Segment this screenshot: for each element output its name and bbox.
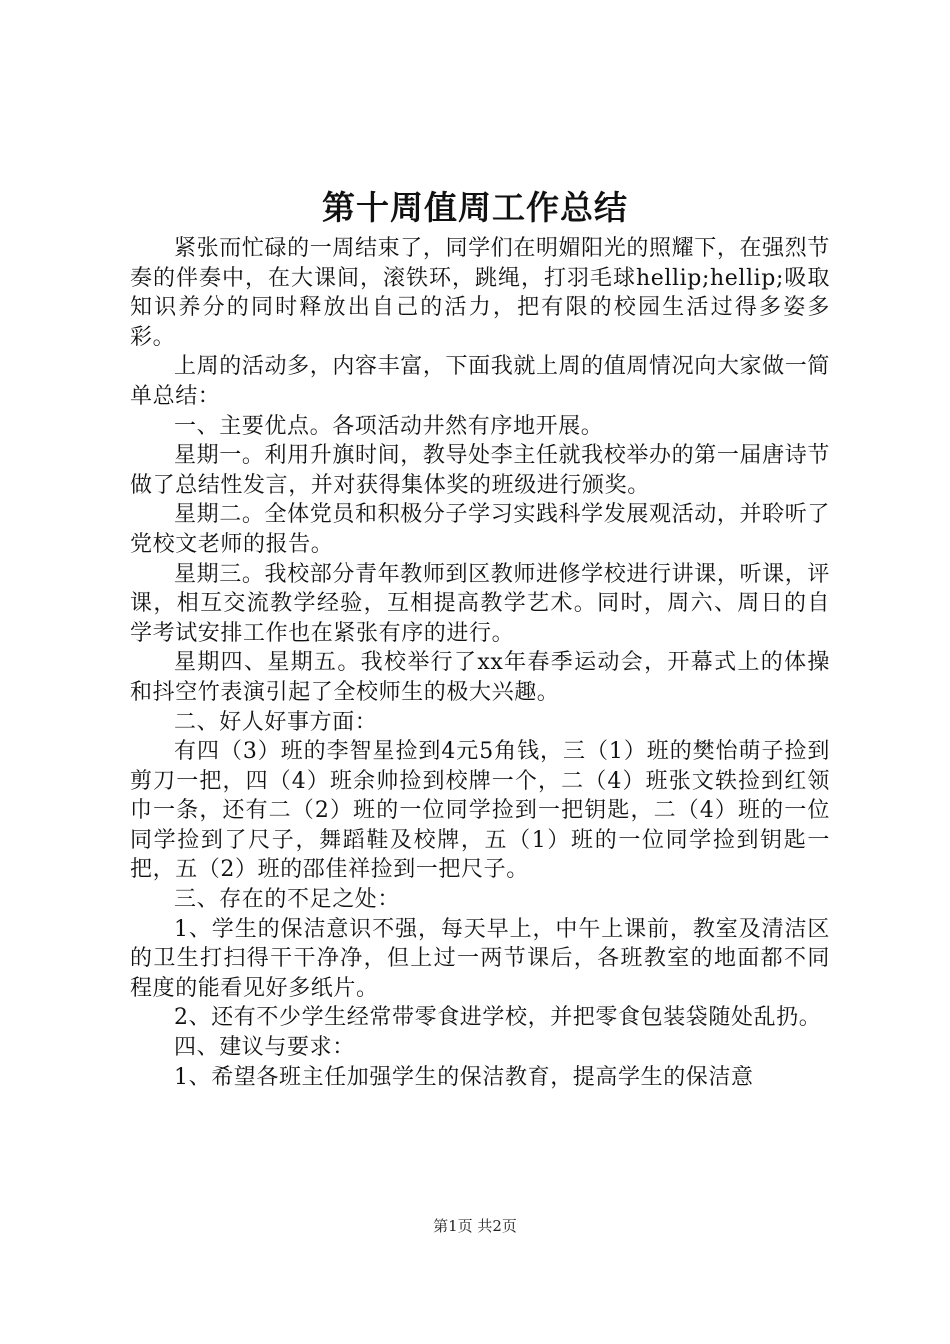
document-body	[130, 234, 830, 1092]
section-heading: 一、主要优点。各项活动井然有序地开展。	[174, 413, 604, 439]
paragraph: 紧张而忙碌的一周结束了，同学们在明媚阳光的照耀下，在强烈节奏的伴奏中，在大课间，滚铁环，跳绳，打羽毛球hellip;hellip;吸取知识养分的同时释放出自己的活力，把有限的校园生活过得多姿多彩。	[130, 236, 830, 350]
paragraph: 星期二。全体党员和积极分子学习实践科学发展观活动，并聆听了党校文老师的报告。	[130, 502, 830, 557]
paragraph: 2、还有不少学生经常带零食进学校，并把零食包装袋随处乱扔。	[174, 1005, 822, 1031]
page-footer: 第1页 共2页	[433, 1217, 517, 1235]
paragraph: 星期一。利用升旗时间，教导处李主任就我校举办的第一届唐诗节做了总结性发言，并对获得集体奖的班级进行颁奖。	[130, 443, 830, 498]
document-title: 第十周值周工作总结	[322, 188, 628, 227]
paragraph: 1、希望各班主任加强学生的保洁教育，提高学生的保洁意	[174, 1064, 754, 1090]
section-heading: 三、存在的不足之处：	[174, 887, 401, 913]
paragraph: 上周的活动多，内容丰富，下面我就上周的值周情况向大家做一简单总结：	[130, 354, 830, 409]
section-heading: 二、好人好事方面：	[174, 709, 378, 735]
paragraph: 有四（3）班的李智星捡到4元5角钱，三（1）班的樊怡萌子捡到剪刀一把，四（4）班余帅捡到校牌一个，二（4）班张文轶捡到红领巾一条，还有二（2）班的一位同学捡到一把钥匙，二（4）班的一位同学捡到了尺子，舞蹈鞋及校牌，五（1）班的一位同学捡到钥匙一把，五（2）班的邵佳祥捡到一把尺子。	[130, 739, 830, 883]
paragraph: 星期四、星期五。我校举行了xx年春季运动会，开幕式上的体操和抖空竹表演引起了全校师生的极大兴趣。	[130, 650, 830, 705]
section-heading: 四、建议与要求：	[174, 1035, 355, 1061]
paragraph: 1、学生的保洁意识不强，每天早上，中午上课前，教室及清洁区的卫生打扫得干干净净，但上过一两节课后，各班教室的地面都不同程度的能看见好多纸片。	[130, 916, 830, 1001]
paragraph: 星期三。我校部分青年教师到区教师进修学校进行讲课，听课，评课，相互交流教学经验，互相提高教学艺术。同时，周六、周日的自学考试安排工作也在紧张有序的进行。	[130, 561, 830, 646]
